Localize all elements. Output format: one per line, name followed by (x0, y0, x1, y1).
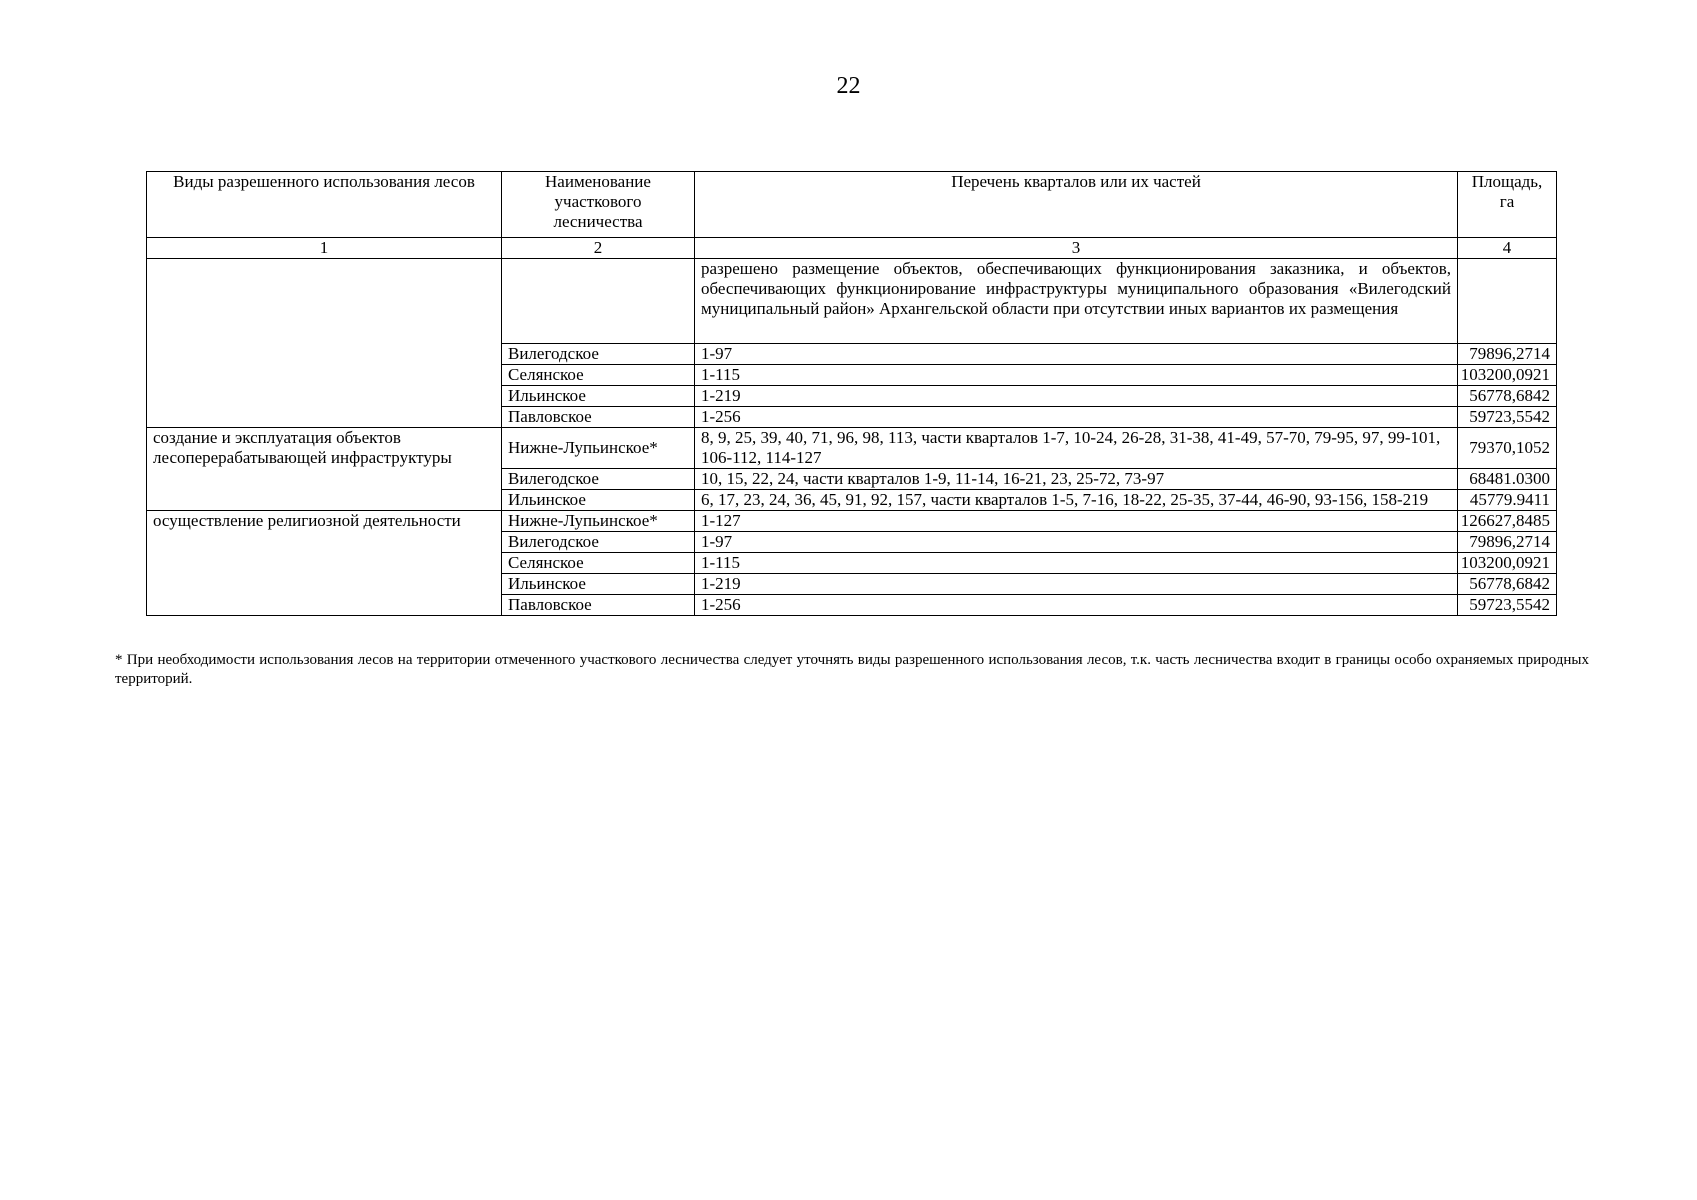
table-header-row (147, 172, 1557, 238)
column-number: 1 (147, 238, 502, 259)
area-cell: 79896,2714 (1458, 532, 1557, 553)
forestry-cell: Ильинское (502, 574, 695, 595)
area-cell: 126627,8485 (1458, 511, 1557, 532)
area-cell: 56778,6842 (1458, 386, 1557, 407)
quarters-cell: 1-115 (695, 553, 1458, 574)
quarters-cell: 1-256 (695, 407, 1458, 428)
area-cell: 59723,5542 (1458, 407, 1557, 428)
forestry-cell: Вилегодское (502, 344, 695, 365)
quarters-cell: 1-256 (695, 595, 1458, 616)
column-number: 4 (1458, 238, 1557, 259)
quarters-cell: 1-219 (695, 574, 1458, 595)
forestry-cell: Селянское (502, 553, 695, 574)
forestry-cell: Вилегодское (502, 469, 695, 490)
forestry-cell: Ильинское (502, 386, 695, 407)
header-forestry-name: Наименование участкового лесничества (502, 172, 695, 238)
use-type-cell (147, 259, 502, 428)
area-cell: 56778,6842 (1458, 574, 1557, 595)
use-type-cell: создание и эксплуатация объектов лесоперерабатывающей инфраструктуры (147, 428, 502, 511)
header-use-type: Виды разрешенного использования лесов (147, 172, 502, 238)
area-cell (1458, 259, 1557, 344)
area-cell: 79370,1052 (1458, 428, 1557, 469)
area-cell: 103200,0921 (1458, 365, 1557, 386)
page-number: 22 (836, 73, 861, 99)
quarters-cell: 6, 17, 23, 24, 36, 45, 91, 92, 157, части кварталов 1-5, 7-16, 18-22, 25-35, 37-44, 46-90, 93-156, 158-219 (695, 490, 1458, 511)
forestry-cell: Ильинское (502, 490, 695, 511)
column-number: 2 (502, 238, 695, 259)
forestry-cell (502, 259, 695, 344)
forestry-cell: Селянское (502, 365, 695, 386)
continuation-note: разрешено размещение объектов, обеспечивающих функционирования заказника, и объектов, обеспечивающих функционирование инфраструктуры муниципального образования «Вилегодский муниципальный район» Архангельской области при отсутствии иных вариантов их размещения (695, 259, 1458, 344)
forestry-cell: Нижне-Лупьинское* (502, 511, 695, 532)
forestry-cell: Павловское (502, 595, 695, 616)
table-row (147, 511, 1557, 532)
use-type-cell: осуществление религиозной деятельности (147, 511, 502, 616)
quarters-cell: 1-97 (695, 532, 1458, 553)
quarters-cell: 8, 9, 25, 39, 40, 71, 96, 98, 113, части кварталов 1-7, 10-24, 26-28, 31-38, 41-49, 57-70, 79-95, 97, 99-101, 106-112, 114-127 (695, 428, 1458, 469)
area-cell: 103200,0921 (1458, 553, 1557, 574)
column-number: 3 (695, 238, 1458, 259)
table-row (147, 259, 1557, 344)
area-cell: 59723,5542 (1458, 595, 1557, 616)
quarters-cell: 1-127 (695, 511, 1458, 532)
forest-use-table (146, 171, 1557, 616)
quarters-cell: 10, 15, 22, 24, части кварталов 1-9, 11-14, 16-21, 23, 25-72, 73-97 (695, 469, 1458, 490)
area-cell: 68481.0300 (1458, 469, 1557, 490)
forestry-cell: Павловское (502, 407, 695, 428)
quarters-cell: 1-219 (695, 386, 1458, 407)
header-area: Площадь, га (1458, 172, 1557, 238)
header-quarters-list: Перечень кварталов или их частей (695, 172, 1458, 238)
quarters-cell: 1-97 (695, 344, 1458, 365)
column-numbers-row (147, 238, 1557, 259)
area-cell: 79896,2714 (1458, 344, 1557, 365)
table-row (147, 428, 1557, 469)
footnote: * При необходимости использования лесов на территории отмеченного участкового лесничества следует уточнять виды разрешенного использования лесов, т.к. часть лесничества входит в границы особо охраняемых природных территорий. (115, 652, 1589, 687)
area-cell: 45779.9411 (1458, 490, 1557, 511)
quarters-cell: 1-115 (695, 365, 1458, 386)
forestry-cell: Нижне-Лупьинское* (502, 428, 695, 469)
forestry-cell: Вилегодское (502, 532, 695, 553)
